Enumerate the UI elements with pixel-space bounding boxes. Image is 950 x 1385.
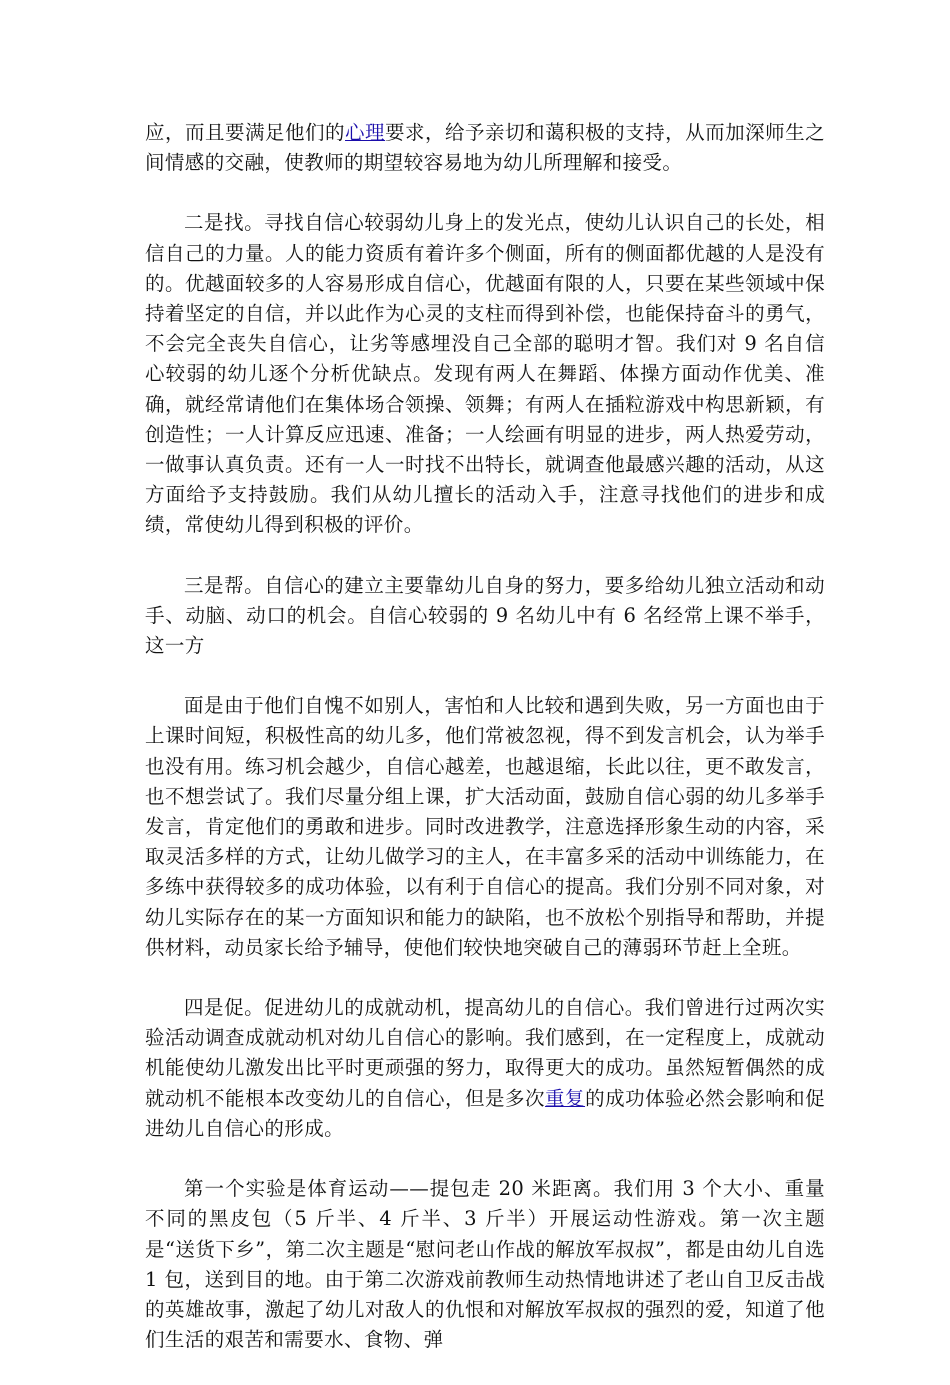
text-run: 第一个实验是体育运动——提包走 20 米距离。我们用 3 个大小、重量不同的黑皮包（5 斤半、4 斤半、3 斤半）开展运动性游戏。第一次主题是“送货下乡”，第二次主题是“慰问老山作战的解放军叔叔”，都是由幼儿自选 1 包，送到目的地。由于第二次游戏前教师生动热情地讲述了老山自卫反击战的英雄故事，激起了幼儿对敌人的仇恨和对解放军叔叔的强烈的爱，知道了他们生活的艰苦和需要水、食物、弹 [145,1177,825,1352]
paragraph [145,571,825,662]
document-body [145,118,825,1385]
text-run: 要求，给予亲切和蔼积极的支持，从而加深师生之间情感的交融，使教师的期望较容易地为幼儿所理解和接受。 [145,121,825,175]
link-repeat[interactable]: 重复 [545,1086,586,1110]
paragraph [145,208,825,540]
text-run: 的成功体验必然会影响和促进幼儿自信心的形成。 [145,1086,825,1140]
paragraph [145,691,825,963]
text-run: 应，而且要满足他们的 [145,121,346,144]
text-run: 二是找。寻找自信心较弱幼儿身上的发光点，使幼儿认识自己的长处，相信自己的力量。人的能力资质有着许多个侧面，所有的侧面都优越的人是没有的。优越面较多的人容易形成自信心，优越面有限的人，只要在某些领域中保持着坚定的自信，并以此作为心灵的支柱而得到补偿，也能保持奋斗的勇气，不会完全丧失自信心，让劣等感埋没自己全部的聪明才智。我们对 9 名自信心较弱的幼儿逐个分析优缺点。发现有两人在舞蹈、体操方面动作优美、准确，就经常请他们在集体场合领操、领舞；有两人在插粒游戏中构思新颖，有创造性；一人计算反应迅速、准备；一人绘画有明显的进步，两人热爱劳动，一做事认真负责。还有一人一时找不出特长，就调查他最感兴趣的活动，从这方面给予支持鼓励。我们从幼儿擅长的活动入手，注意寻找他们的进步和成绩，常使幼儿得到积极的评价。 [145,211,825,537]
paragraph [145,1174,825,1355]
paragraph [145,993,825,1144]
link-psychology[interactable]: 心理 [345,121,386,144]
text-run: 面是由于他们自愧不如别人，害怕和人比较和遇到失败，另一方面也由于上课时间短，积极性高的幼儿多，他们常被忽视，得不到发言机会，认为举手也没有用。练习机会越少，自信心越差，也越退缩，长此以往，更不敢发言，也不想尝试了。我们尽量分组上课，扩大活动面，鼓励自信心弱的幼儿多举手发言，肯定他们的勇敢和进步。同时改进教学，注意选择形象生动的内容，采取灵活多样的方式，让幼儿做学习的主人，在丰富多采的活动中训练能力，在多练中获得较多的成功体验，以有利于自信心的提高。我们分别不同对象，对幼儿实际存在的某一方面知识和能力的缺陷，也不放松个别指导和帮助，并提供材料，动员家长给予辅导，使他们较快地突破自己的薄弱环节赶上全班。 [145,694,825,959]
text-run: 三是帮。自信心的建立主要靠幼儿自身的努力，要多给幼儿独立活动和动手、动脑、动口的机会。自信心较弱的 9 名幼儿中有 6 名经常上课不举手，这一方 [145,573,825,658]
text-run: 四是促。促进幼儿的成就动机，提高幼儿的自信心。我们曾进行过两次实验活动调查成就动机对幼儿自信心的影响。我们感到，在一定程度上，成就动机能使幼儿激发出比平时更顽强的努力，取得更大的成功。虽然短暂偶然的成就动机不能根本改变幼儿的自信心，但是多次 [145,996,825,1110]
paragraph [145,118,825,178]
